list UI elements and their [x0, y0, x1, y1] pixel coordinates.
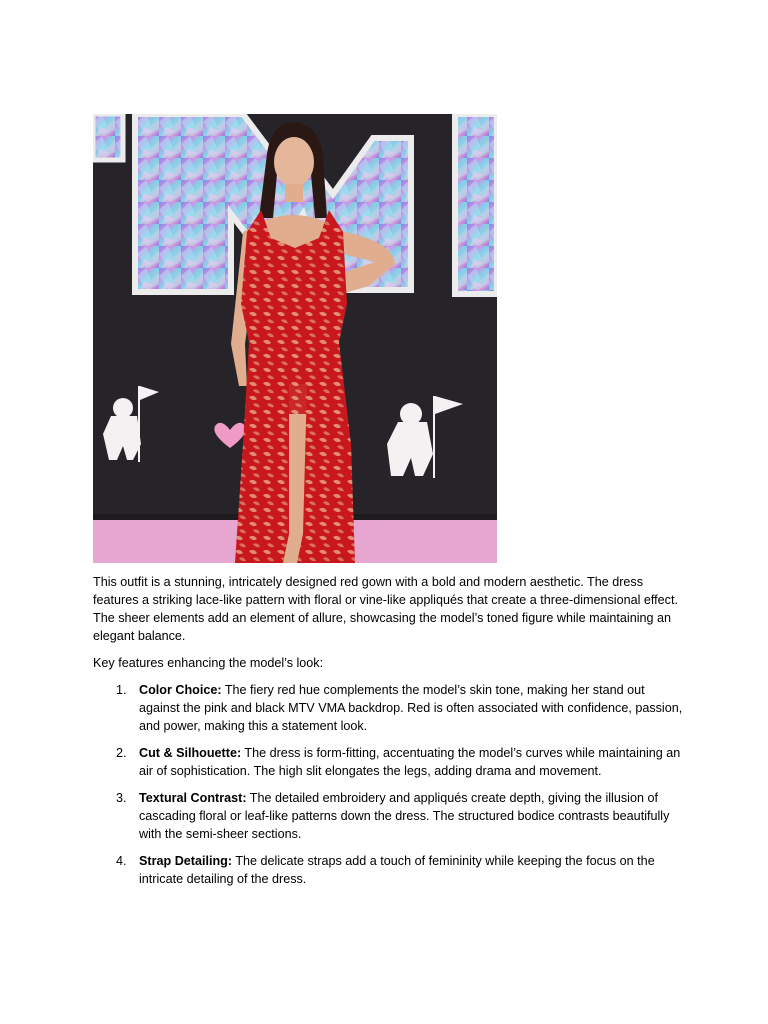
intro-paragraph: This outfit is a stunning, intricately designed red gown with a bold and modern aesthetic. The dress features a striking lace-like pattern with floral or vine-like appliqués that create a three-dimensional effect. The sheer elements add an element of allure, showcasing the model’s toned figure while maintaining an elegant balance. — [93, 575, 678, 643]
list-item-number: 2. — [116, 746, 127, 760]
list-item-text: The delicate straps add a touch of femininity while keeping the focus on the intricate detailing of the dress. — [139, 854, 655, 886]
list-item-number: 1. — [116, 683, 127, 697]
list-item-number: 4. — [116, 854, 127, 868]
list-item-term: Cut & Silhouette: — [139, 746, 242, 760]
list-item-term: Strap Detailing: — [139, 854, 233, 868]
list-item-number: 3. — [116, 791, 127, 805]
list-item-term: Color Choice: — [139, 683, 222, 697]
list-item-term: Textural Contrast: — [139, 791, 247, 805]
list-item — [93, 744, 683, 780]
outfit-photo — [93, 114, 497, 563]
list-item-text: The fiery red hue complements the model’s skin tone, making her stand out against the pink and black MTV VMA backdrop. Red is often associated with confidence, passion, and power, making this a statement look. — [139, 683, 683, 733]
list-item — [93, 852, 683, 888]
outfit-photo-illustration — [93, 114, 497, 563]
list-item — [93, 789, 683, 843]
list-heading: Key features enhancing the model’s look: — [93, 656, 324, 670]
features-list — [93, 681, 683, 888]
list-item-text: The detailed embroidery and appliqués create depth, giving the illusion of cascading floral or leaf-like patterns down the dress. The structured bodice contrasts beautifully with the semi-sheer sections. — [139, 791, 670, 841]
list-item — [93, 681, 683, 735]
list-item-text: The dress is form-fitting, accentuating the model’s curves while maintaining an air of sophistication. The high slit elongates the legs, adding drama and movement. — [139, 746, 681, 778]
document-page — [93, 114, 683, 897]
